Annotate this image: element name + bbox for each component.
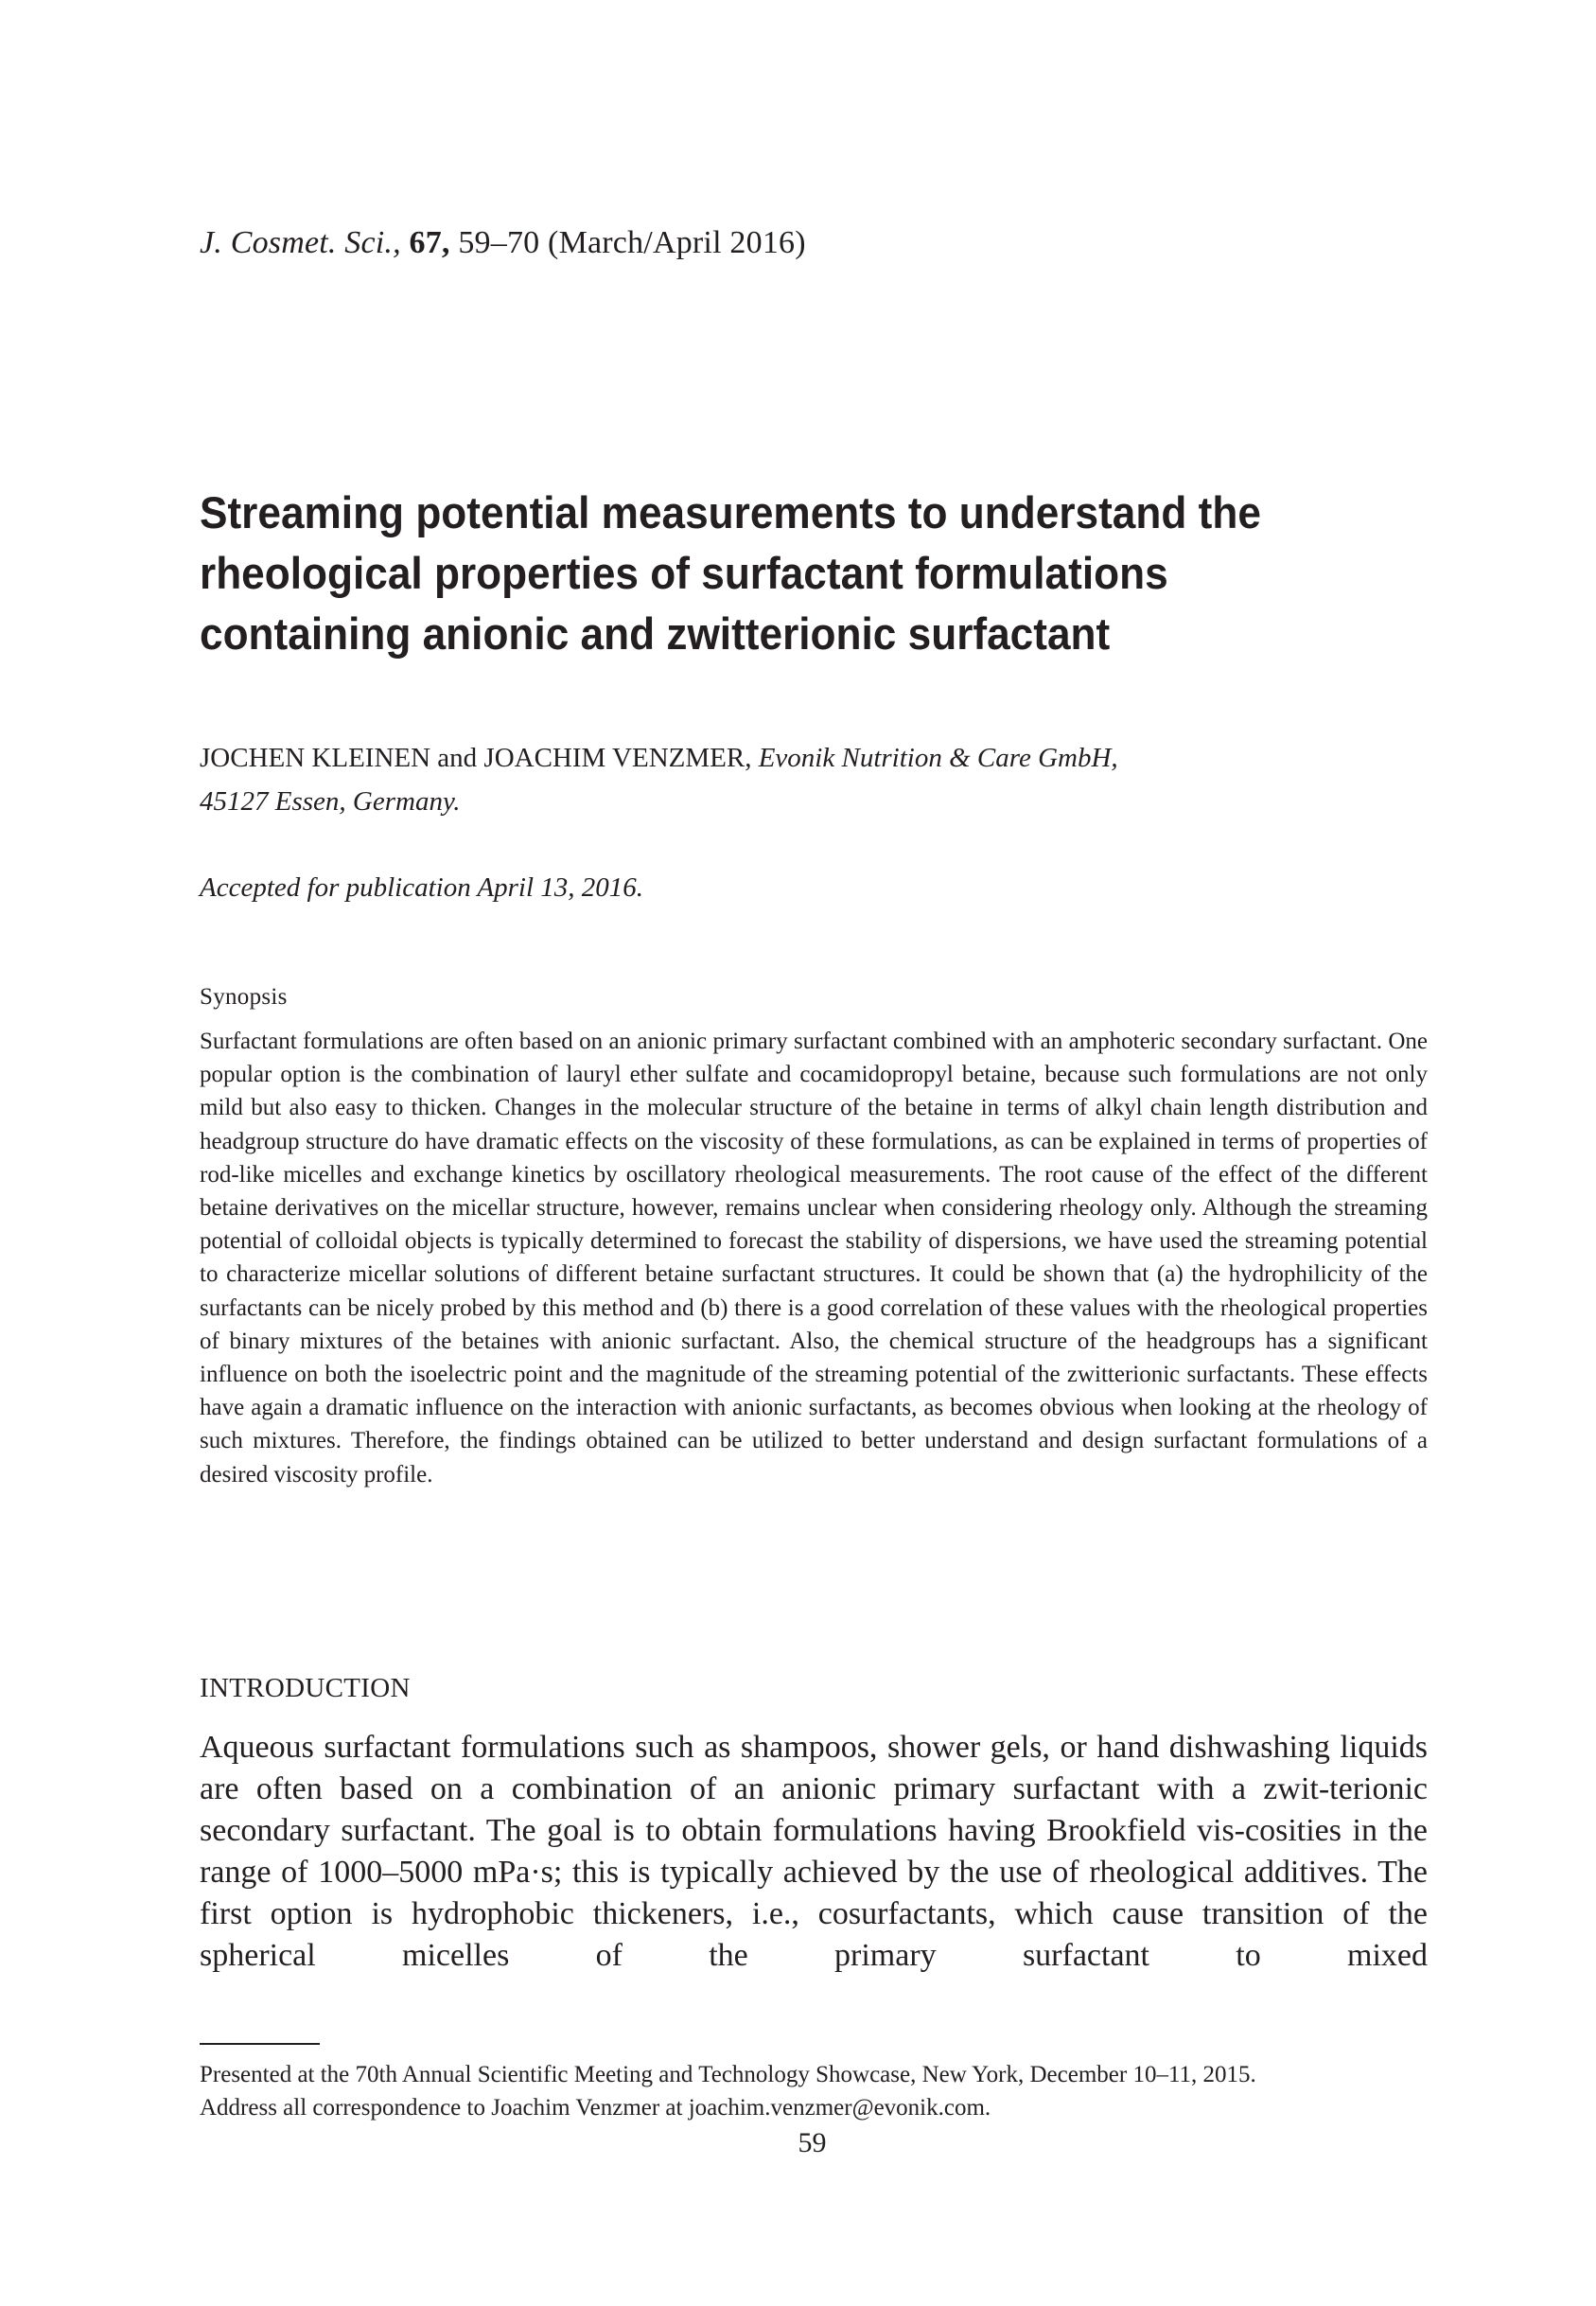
introduction-heading: INTRODUCTION xyxy=(200,1673,411,1703)
footnote-correspondence: Address all correspondence to Joachim Venzmer at joachim.venzmer@evonik.com. xyxy=(200,2095,991,2121)
footnotes xyxy=(200,2058,1448,2124)
acceptance-date: Accepted for publication April 13, 2016. xyxy=(200,872,644,903)
synopsis-text: Surfactant formulations are often based on an anionic primary surfactant combined with an amphoteric secondary surfactant. One popular option is the combination of lauryl ether sulfate and cocamidopropyl betaine, because such formulations are not only mild but also easy to thicken. Changes in the molecular structure of the betaine in terms of alkyl chain length distribution and headgroup structure do have dramatic effects on the viscosity of these formulations, as can be explained in terms of properties of rod-like micelles and exchange kinetics by oscillatory rheological measurements. The root cause of the effect of the different betaine derivatives on the micellar structure, however, remains unclear when considering rheology only. Although the streaming potential of colloidal objects is typically determined to forecast the stability of dispersions, we have used the streaming potential to characterize micellar solutions of different betaine surfactant structures. It could be shown that (a) the hydrophilicity of the surfactants can be nicely probed by this method and (b) there is a good correlation of these values with the rheological properties of binary mixtures of the betaines with anionic surfactant. Also, the chemical structure of the headgroups has a significant influence on both the isoelectric point and the magnitude of the streaming potential of the zwitterionic surfactants. These effects have again a dramatic influence on the interaction with anionic surfactants, as becomes obvious when looking at the rheology of such mixtures. Therefore, the findings obtained can be utilized to better understand and design surfactant formulations of a desired viscosity profile. xyxy=(200,1029,1428,1487)
footnote-presented: Presented at the 70th Annual Scientific Meeting and Technology Showcase, New York, December 10–11, 2015. xyxy=(200,2062,1256,2087)
journal-pages-date: 59–70 (March/April 2016) xyxy=(458,225,806,260)
journal-citation xyxy=(200,225,806,261)
footnote-divider xyxy=(200,2043,320,2045)
author-affiliation: Evonik Nutrition & Care GmbH, 45127 Essen, Germany. xyxy=(200,743,1118,817)
article-title: Streaming potential measurements to understand the rheological properties of surfactant formulations containing anionic and zwitterionic surfactant xyxy=(200,487,1261,659)
synopsis-heading: Synopsis xyxy=(200,984,288,1010)
author-names: JOCHEN KLEINEN and JOACHIM VENZMER, xyxy=(200,743,752,773)
journal-volume: 67, xyxy=(409,225,450,260)
journal-name: J. Cosmet. Sci., xyxy=(200,225,401,260)
author-block xyxy=(200,736,1146,823)
introduction-text: Aqueous surfactant formulations such as shampoos, shower gels, or hand dishwashing liquids are often based on a combination of an anionic primary surfactant with a zwit-terionic secondary surfactant. The goal is to obtain formulations having Brookfield vis-cosities in the range of 1000–5000 mPa·s; this is typically achieved by the use of rheological additives. The first option is hydrophobic thickeners, i.e., cosurfactants, which cause transition of the spherical micelles of the primary surfactant to mixed xyxy=(200,1730,1428,1973)
page-number: 59 xyxy=(798,2127,827,2158)
